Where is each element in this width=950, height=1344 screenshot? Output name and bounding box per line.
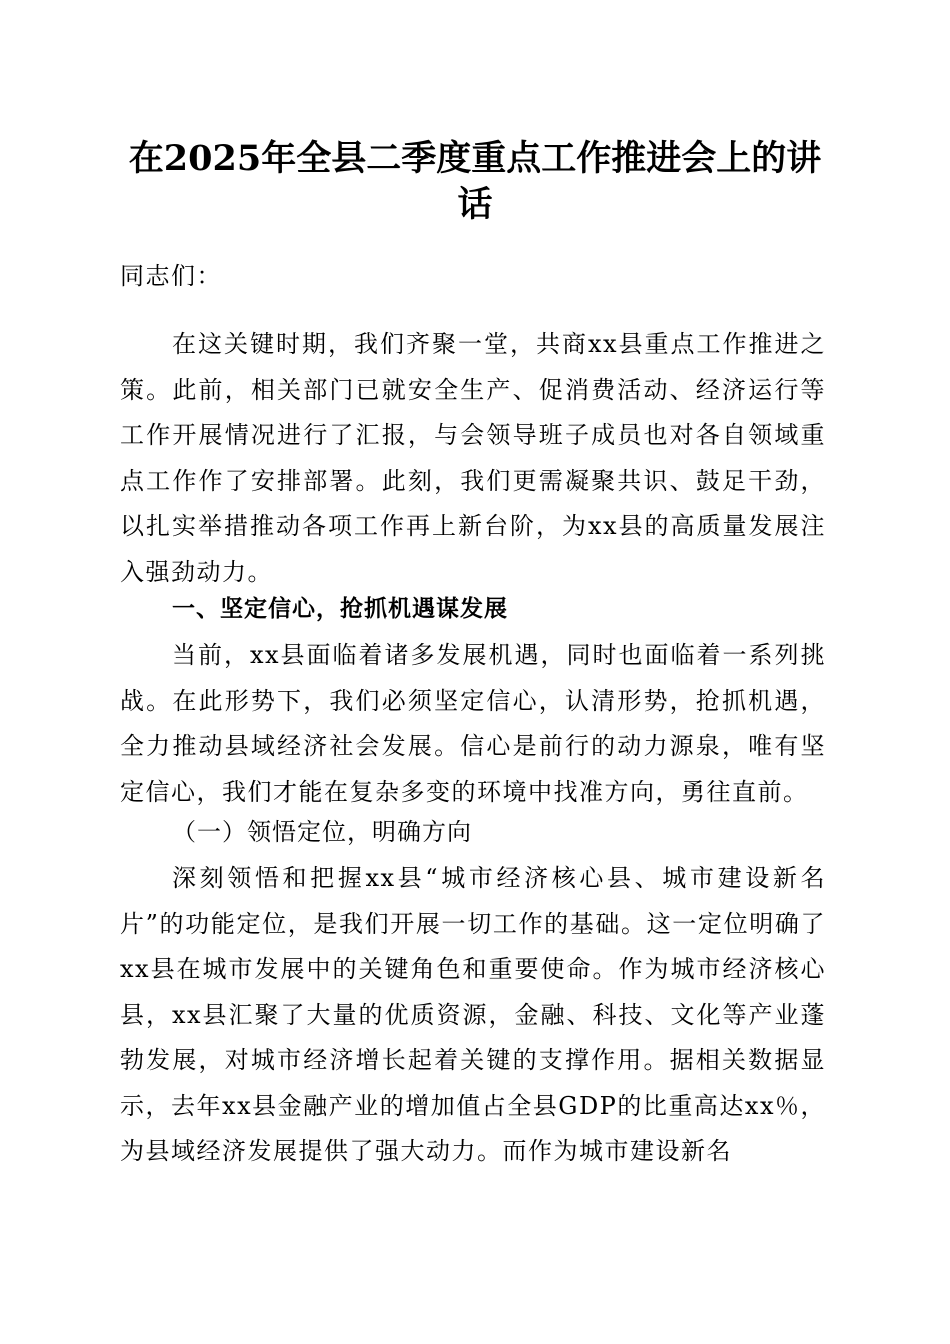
paragraph-intro: 在这关键时期，我们齐聚一堂，共商xx县重点工作推进之策。此前，相关部门已就安全生产、促消费活动、经济运行等工作开展情况进行了汇报，与会领导班子成员也对各自领域重点工作作了安排部署。此刻，我们更需凝聚共识、鼓足干劲，以扎实举措推动各项工作再上新台阶，为xx县的高质量发展注入强劲动力。: [120, 330, 826, 586]
section-heading-1: 一、坚定信心，抢抓机遇谋发展: [172, 596, 508, 622]
paragraph-section-1: 当前，xx县面临着诸多发展机遇，同时也面临着一系列挑战。在此形势下，我们必须坚定信心，认清形势，抢抓机遇，全力推动县域经济社会发展。信心是前行的动力源泉，唯有坚定信心，我们才能在复杂多变的环境中找准方向，勇往直前。: [120, 641, 826, 806]
salutation: 同志们：: [120, 262, 222, 290]
paragraph-subsection-1: 深刻领悟和把握xx县“城市经济核心县、城市建设新名片”的功能定位，是我们开展一切工作的基础。这一定位明确了xx县在城市发展中的关键角色和重要使命。作为城市经济核心县，xx县汇聚了大量的优质资源，金融、科技、文化等产业蓬勃发展，对城市经济增长起着关键的支撑作用。据相关数据显示，去年xx县金融产业的增加值占全县GDP的比重高达xx％，为县域经济发展提供了强大动力。而作为城市建设新名: [120, 864, 826, 1165]
subsection-heading-1: （一）领悟定位，明确方向: [172, 818, 472, 846]
document-title: 在2025年全县二季度重点工作推进会上的讲话: [128, 138, 822, 225]
